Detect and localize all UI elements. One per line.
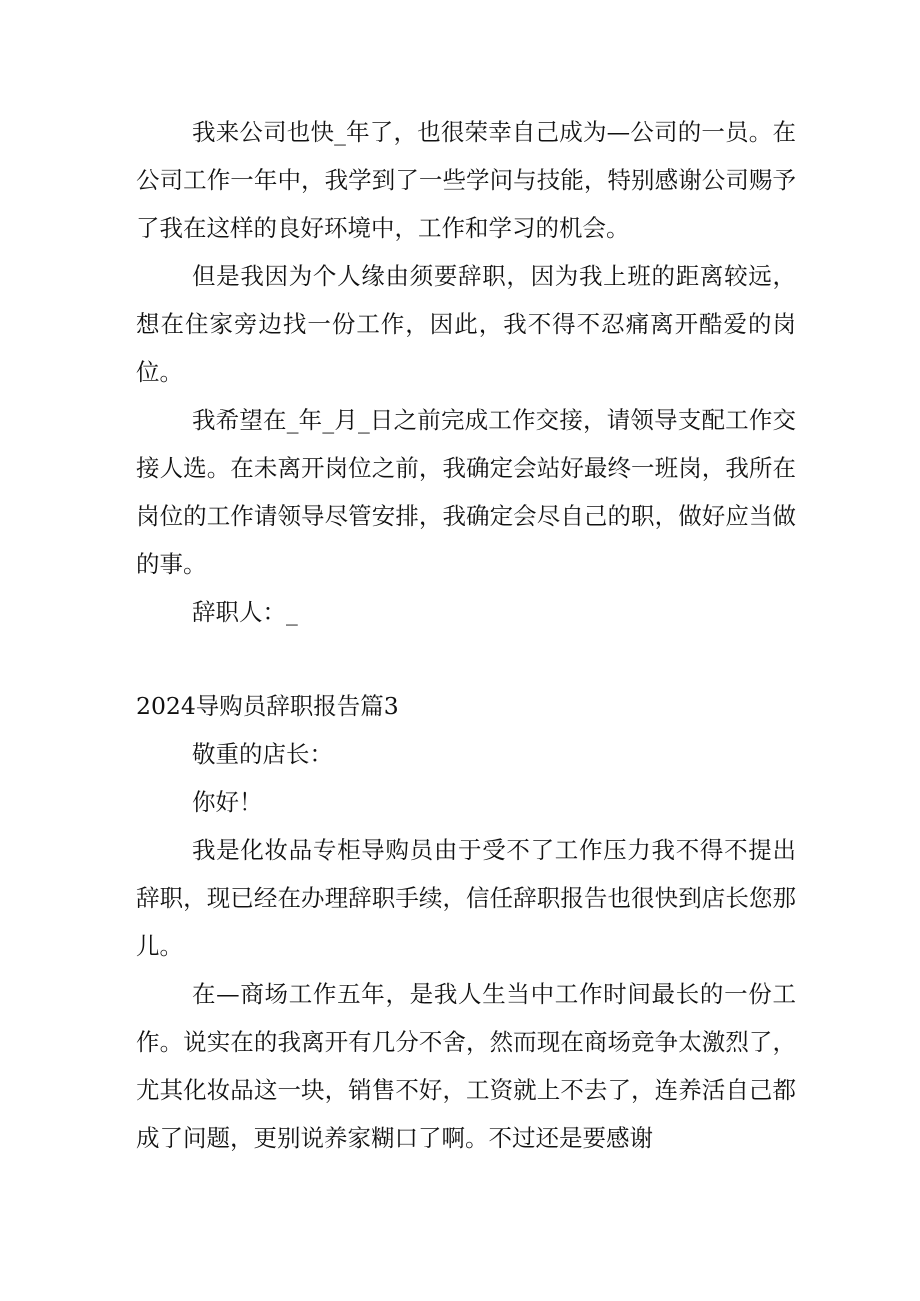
signature-line: 辞职人：_ bbox=[192, 598, 298, 626]
paragraph-resignation-reason: 但是我因为个人缘由须要辞职，因为我上班的距离较远，想在住家旁边找一份工作，因此，我不得不忍痛离开酷爱的岗位。 bbox=[136, 262, 796, 386]
section-title: 2024导购员辞职报告篇3 bbox=[136, 692, 399, 720]
greeting: 你好！ bbox=[192, 788, 263, 816]
salutation: 敬重的店长： bbox=[192, 740, 333, 768]
paragraph-handover: 我希望在_年_月_日之前完成工作交接，请领导支配工作交接人选。在未离开岗位之前，我确定会站好最终一班岗，我所在岗位的工作请领导尽管安排，我确定会尽自己的职，做好应当做的事。 bbox=[136, 406, 796, 578]
section-spacer bbox=[136, 636, 796, 682]
paragraph-intro: 我是化妆品专柜导购员由于受不了工作压力我不得不提出辞职，现已经在办理辞职手续，信任辞职报告也很快到店长您那儿。 bbox=[136, 836, 796, 960]
document-body bbox=[136, 108, 796, 1162]
paragraph-service-thanks: 我来公司也快_年了，也很荣幸自己成为—公司的一员。在公司工作一年中，我学到了一些学问与技能，特别感谢公司赐予了我在这样的良好环境中，工作和学习的机会。 bbox=[136, 118, 796, 242]
paragraph-work-history: 在—商场工作五年，是我人生当中工作时间最长的一份工作。说实在的我离开有几分不舍，然而现在商场竞争太激烈了，尤其化妆品这一块，销售不好，工资就上不去了，连养活自己都成了问题，更别说养家糊口了啊。不过还是要感谢 bbox=[136, 980, 796, 1152]
